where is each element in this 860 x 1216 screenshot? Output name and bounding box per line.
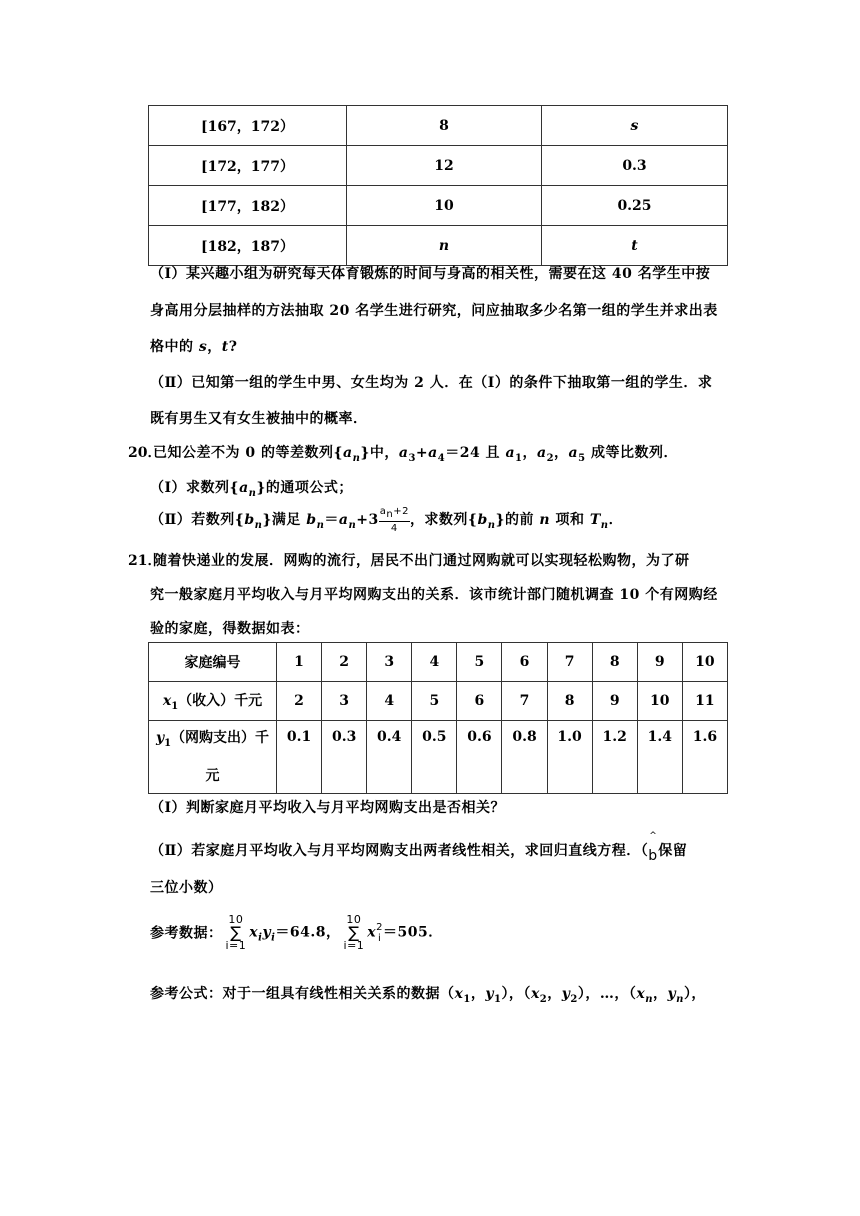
exponent-fraction: $\frac{a_n+2}{4}$: [379, 506, 409, 534]
table-cell: 12: [347, 146, 542, 186]
income-spending-table: [148, 642, 728, 794]
y-row-label: $y_1$（网购支出）千 元: [149, 721, 277, 794]
table-header-label: 家庭编号: [149, 643, 277, 682]
reference-formula: 参考公式：对于一组具有线性相关关系的数据（$x_1$，$y_1$），（$x_2$，$y_2$），…，（$x_n$，$y_n$），: [150, 986, 706, 1005]
q21-part1: （Ⅰ）判断家庭月平均收入与月平均网购支出是否相关？: [150, 800, 506, 816]
table-cell: [167，172）: [149, 106, 347, 146]
question-number-20: 20．: [128, 445, 162, 461]
table-cell: 4: [367, 682, 412, 721]
table-cell: 0.3: [542, 146, 728, 186]
b-hat-symbol: ^ b: [648, 831, 658, 864]
table-row: [149, 106, 728, 146]
table-cell: 6: [502, 643, 547, 682]
reference-data: 参考数据： 10 ∑ i=1 $x_iy_i=64.8$， 10 ∑ i=1 x 2 i ＝505．: [150, 913, 443, 952]
table-row: [149, 226, 728, 266]
table-cell: 0.25: [542, 186, 728, 226]
table-cell: 0.5: [412, 721, 457, 794]
table-cell: 10: [347, 186, 542, 226]
q21-line3: 验的家庭，得数据如表：: [150, 621, 310, 637]
q21-line2: 究一般家庭月平均收入与月平均网购支出的关系．该市统计部门随机调查 10 个有网购经: [150, 587, 718, 603]
table-cell: 8: [592, 643, 637, 682]
table-row: [149, 682, 728, 721]
table-cell: 8: [547, 682, 592, 721]
question-number-21: 21．: [128, 553, 162, 569]
table-cell: 3: [322, 682, 367, 721]
q21-part2: （Ⅱ）若家庭月平均收入与月平均网购支出两者线性相关，求回归直线方程．（ ^ b保留: [150, 831, 688, 864]
table-cell: 0.8: [502, 721, 547, 794]
height-frequency-table: [148, 105, 728, 266]
table-cell: 1.4: [637, 721, 682, 794]
q19-part1-line2: 身高用分层抽样的方法抽取 20 名学生进行研究，问应抽取多少名第一组的学生并求出表: [150, 303, 718, 319]
table-cell: [177，182）: [149, 186, 347, 226]
table-row: [149, 146, 728, 186]
q19-part2-line2: 既有男生又有女生被抽中的概率．: [150, 411, 368, 427]
table-cell: [182，187）: [149, 226, 347, 266]
table-cell: 7: [547, 643, 592, 682]
table-cell: 0.6: [457, 721, 502, 794]
table-cell: 1.2: [592, 721, 637, 794]
table-row: [149, 186, 728, 226]
table-cell: 0.4: [367, 721, 412, 794]
table-cell: 0.3: [322, 721, 367, 794]
q20-part2: （Ⅱ）若数列$\{b_n\}$满足 $b_n=a_n+3$ $\frac{a_n+2}{4}$ ，求数列$\{b_n\}$的前 n 项和 $T_n$．: [150, 506, 624, 534]
table-cell: 10: [637, 682, 682, 721]
table-cell: n: [347, 226, 542, 266]
q21-line1: 随着快递业的发展．网购的流行，居民不出门通过网购就可以实现轻松购物，为了研: [153, 553, 690, 569]
table-cell: 3: [367, 643, 412, 682]
table-cell: 8: [347, 106, 542, 146]
sum-symbol: 10 ∑ i=1: [343, 913, 365, 952]
table-row: [149, 643, 728, 682]
table-cell: 9: [637, 643, 682, 682]
table-cell: [172，177）: [149, 146, 347, 186]
q19-part2-line1: （Ⅱ）已知第一组的学生中男、女生均为 2 人．在（Ⅰ）的条件下抽取第一组的学生．求: [150, 375, 713, 391]
q19-part1-line1: （Ⅰ）某兴趣小组为研究每天体育锻炼的时间与身高的相关性，需要在这 40 名学生中按: [150, 266, 711, 282]
table-cell: 6: [457, 682, 502, 721]
table-cell: 1.6: [682, 721, 727, 794]
q21-part2-cont: 三位小数）: [150, 880, 223, 896]
q20-part1: （Ⅰ）求数列$\{a_n\}$的通项公式；: [150, 480, 353, 499]
table-cell: 2: [322, 643, 367, 682]
table-cell: 0.1: [277, 721, 322, 794]
table-cell: 1: [277, 643, 322, 682]
table-cell: 5: [457, 643, 502, 682]
x-row-label: $x_1$（收入）千元: [149, 682, 277, 721]
q19-part1-line3: 格中的 s，t?: [150, 339, 238, 355]
table-cell: 4: [412, 643, 457, 682]
sum-symbol: 10 ∑ i=1: [225, 913, 247, 952]
table-row: [149, 721, 728, 794]
table-cell: 5: [412, 682, 457, 721]
table-cell: 7: [502, 682, 547, 721]
table-cell: t: [542, 226, 728, 266]
table-cell: 1.0: [547, 721, 592, 794]
table-cell: 11: [682, 682, 727, 721]
table-cell: 9: [592, 682, 637, 721]
table-cell: s: [542, 106, 728, 146]
table-cell: 10: [682, 643, 727, 682]
table-cell: 2: [277, 682, 322, 721]
q20-stem: 已知公差不为 0 的等差数列$\{a_n\}$中，$a_3+a_4=24$ 且 $a_1$，$a_2$，$a_5$ 成等比数列．: [153, 445, 678, 464]
